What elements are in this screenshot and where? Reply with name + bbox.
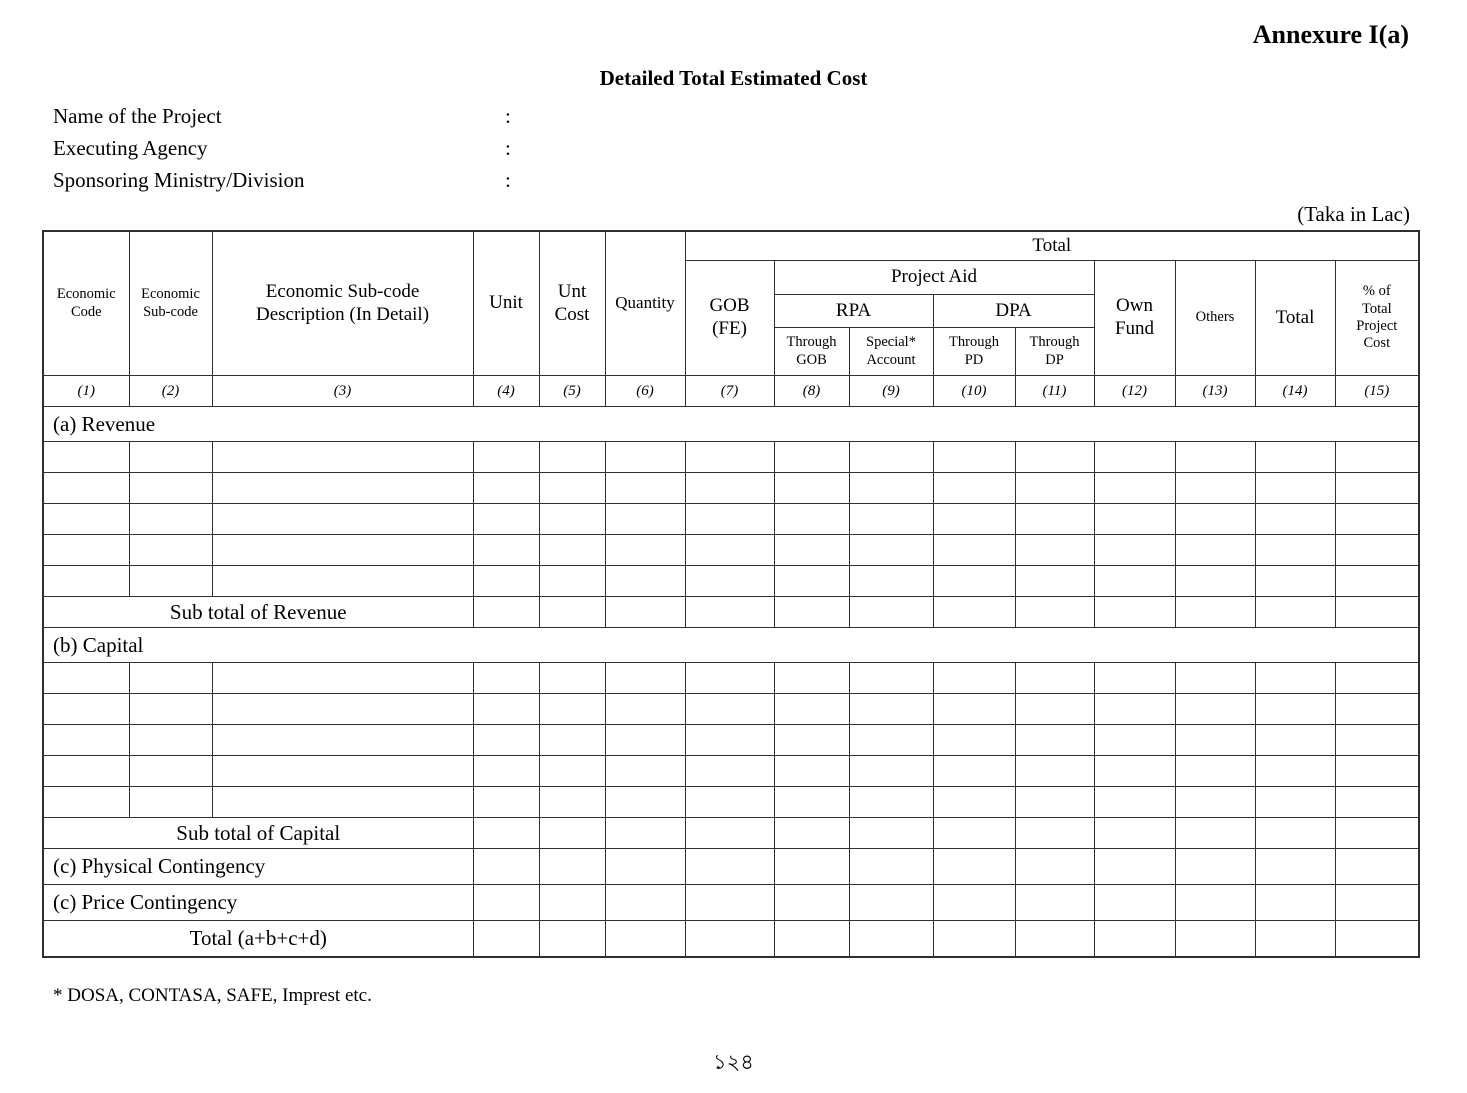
empty-data-row [43, 566, 1419, 597]
empty-cell [849, 597, 933, 628]
empty-cell [539, 694, 605, 725]
empty-cell [685, 725, 774, 756]
empty-cell [129, 725, 212, 756]
column-number-cell: (14) [1255, 376, 1335, 407]
empty-cell [1015, 535, 1094, 566]
empty-cell [1094, 849, 1175, 885]
annexure-heading: Annexure I(a) [1252, 20, 1409, 49]
empty-cell [933, 756, 1015, 787]
empty-cell [849, 787, 933, 818]
sponsoring-ministry-colon: : [505, 167, 511, 192]
empty-cell [539, 597, 605, 628]
empty-cell [933, 921, 1015, 958]
empty-cell [212, 535, 473, 566]
empty-cell [685, 756, 774, 787]
empty-cell [43, 504, 129, 535]
empty-cell [473, 787, 539, 818]
empty-cell [1175, 663, 1255, 694]
empty-cell [605, 885, 685, 921]
empty-cell [1015, 885, 1094, 921]
empty-cell [1255, 725, 1335, 756]
empty-cell [933, 597, 1015, 628]
empty-cell [605, 535, 685, 566]
empty-cell [1255, 566, 1335, 597]
empty-cell [1175, 756, 1255, 787]
header-economic-subcode: Economic Sub-code [129, 231, 212, 376]
empty-cell [43, 442, 129, 473]
empty-cell [129, 787, 212, 818]
empty-cell [1255, 504, 1335, 535]
empty-cell [849, 566, 933, 597]
empty-cell [539, 473, 605, 504]
empty-cell [1094, 921, 1175, 958]
empty-cell [605, 756, 685, 787]
column-number-cell: (9) [849, 376, 933, 407]
column-number-cell: (10) [933, 376, 1015, 407]
empty-cell [1335, 849, 1419, 885]
empty-cell [212, 694, 473, 725]
empty-cell [1175, 818, 1255, 849]
empty-cell [605, 787, 685, 818]
empty-cell [685, 694, 774, 725]
empty-cell [774, 442, 849, 473]
empty-cell [1094, 473, 1175, 504]
empty-cell [849, 885, 933, 921]
empty-data-row [43, 535, 1419, 566]
empty-cell [774, 787, 849, 818]
header-own-fund: Own Fund [1094, 261, 1175, 376]
empty-cell [774, 885, 849, 921]
header-rpa: RPA [774, 295, 933, 328]
empty-cell [774, 566, 849, 597]
column-number-cell: (11) [1015, 376, 1094, 407]
empty-cell [129, 756, 212, 787]
empty-cell [849, 663, 933, 694]
column-number-cell: (4) [473, 376, 539, 407]
empty-cell [1094, 725, 1175, 756]
empty-cell [212, 725, 473, 756]
executing-agency-label: Executing Agency [53, 135, 208, 160]
empty-cell [539, 504, 605, 535]
empty-cell [212, 566, 473, 597]
empty-cell [1335, 818, 1419, 849]
empty-cell [473, 818, 539, 849]
empty-cell [212, 442, 473, 473]
revenue-section-label: (a) Revenue [43, 407, 1419, 442]
empty-cell [1175, 885, 1255, 921]
meta-field-project-name [53, 100, 511, 132]
empty-cell [1015, 756, 1094, 787]
empty-cell [1335, 663, 1419, 694]
empty-cell [1335, 756, 1419, 787]
header-gob-fe: GOB (FE) [685, 261, 774, 376]
column-number-cell: (1) [43, 376, 129, 407]
empty-cell [473, 849, 539, 885]
empty-cell [129, 694, 212, 725]
empty-cell [1335, 787, 1419, 818]
empty-cell [849, 849, 933, 885]
empty-cell [1255, 849, 1335, 885]
empty-cell [43, 725, 129, 756]
empty-cell [605, 473, 685, 504]
empty-cell [539, 535, 605, 566]
empty-cell [539, 787, 605, 818]
empty-cell [1255, 885, 1335, 921]
empty-cell [1255, 597, 1335, 628]
empty-cell [473, 535, 539, 566]
empty-cell [685, 849, 774, 885]
empty-cell [774, 818, 849, 849]
price-contingency-label: (c) Price Contingency [43, 885, 473, 921]
empty-cell [933, 849, 1015, 885]
empty-cell [43, 473, 129, 504]
empty-cell [539, 885, 605, 921]
empty-cell [1015, 597, 1094, 628]
empty-cell [1175, 921, 1255, 958]
empty-cell [1255, 756, 1335, 787]
revenue-section-row [43, 407, 1419, 442]
empty-cell [1015, 818, 1094, 849]
empty-cell [605, 694, 685, 725]
empty-cell [212, 756, 473, 787]
header-quantity: Quantity [605, 231, 685, 376]
empty-cell [212, 504, 473, 535]
empty-cell [685, 663, 774, 694]
empty-cell [473, 694, 539, 725]
empty-cell [1094, 566, 1175, 597]
header-total-column: Total [1255, 261, 1335, 376]
column-number-cell: (6) [605, 376, 685, 407]
empty-cell [849, 921, 933, 958]
empty-cell [774, 725, 849, 756]
empty-cell [933, 442, 1015, 473]
empty-cell [849, 818, 933, 849]
empty-cell [539, 725, 605, 756]
physical-contingency-label: (c) Physical Contingency [43, 849, 473, 885]
empty-cell [1335, 535, 1419, 566]
revenue-subtotal-label: Sub total of Revenue [43, 597, 473, 628]
column-number-cell: (3) [212, 376, 473, 407]
header-economic-code: Economic Code [43, 231, 129, 376]
empty-cell [473, 725, 539, 756]
column-number-cell: (2) [129, 376, 212, 407]
empty-cell [849, 442, 933, 473]
empty-cell [774, 504, 849, 535]
sponsoring-ministry-label: Sponsoring Ministry/Division [53, 167, 305, 192]
empty-data-row [43, 756, 1419, 787]
grand-total-row [43, 921, 1419, 958]
empty-cell [685, 535, 774, 566]
empty-cell [1255, 473, 1335, 504]
empty-data-row [43, 787, 1419, 818]
empty-cell [1335, 725, 1419, 756]
empty-cell [933, 694, 1015, 725]
empty-cell [605, 818, 685, 849]
empty-cell [1094, 535, 1175, 566]
empty-cell [933, 663, 1015, 694]
header-through-pd: Through PD [933, 328, 1015, 376]
empty-data-row [43, 663, 1419, 694]
empty-cell [1255, 663, 1335, 694]
empty-cell [473, 504, 539, 535]
empty-cell [774, 694, 849, 725]
header-pct-total-project-cost: % of Total Project Cost [1335, 261, 1419, 376]
empty-cell [605, 504, 685, 535]
empty-cell [129, 473, 212, 504]
empty-cell [849, 504, 933, 535]
empty-cell [1175, 787, 1255, 818]
header-unit: Unit [473, 231, 539, 376]
empty-cell [1015, 849, 1094, 885]
page-number: ১২৪ [713, 1050, 754, 1074]
empty-cell [849, 725, 933, 756]
empty-cell [129, 535, 212, 566]
executing-agency-colon: : [505, 135, 511, 160]
column-numbers-row [43, 376, 1419, 407]
empty-cell [1175, 473, 1255, 504]
empty-cell [129, 663, 212, 694]
header-others: Others [1175, 261, 1255, 376]
empty-data-row [43, 694, 1419, 725]
empty-cell [539, 756, 605, 787]
empty-cell [1335, 885, 1419, 921]
empty-cell [1175, 694, 1255, 725]
empty-cell [605, 921, 685, 958]
empty-cell [473, 473, 539, 504]
empty-cell [1335, 921, 1419, 958]
empty-cell [933, 818, 1015, 849]
empty-cell [129, 442, 212, 473]
empty-cell [212, 787, 473, 818]
empty-cell [212, 473, 473, 504]
empty-cell [1335, 566, 1419, 597]
empty-cell [1094, 818, 1175, 849]
empty-cell [933, 566, 1015, 597]
empty-cell [605, 442, 685, 473]
capital-section-label: (b) Capital [43, 628, 1419, 663]
empty-cell [1094, 597, 1175, 628]
empty-cell [774, 849, 849, 885]
capital-subtotal-row [43, 818, 1419, 849]
empty-cell [685, 597, 774, 628]
column-number-cell: (5) [539, 376, 605, 407]
price-contingency-row [43, 885, 1419, 921]
meta-block [53, 100, 511, 196]
empty-cell [774, 597, 849, 628]
header-total-group: Total [685, 231, 1419, 261]
revenue-subtotal-row [43, 597, 1419, 628]
empty-cell [933, 885, 1015, 921]
empty-cell [849, 535, 933, 566]
project-name-label: Name of the Project [53, 103, 222, 128]
empty-cell [1015, 473, 1094, 504]
empty-cell [605, 566, 685, 597]
empty-cell [473, 756, 539, 787]
empty-data-row [43, 442, 1419, 473]
empty-cell [473, 597, 539, 628]
empty-cell [1335, 504, 1419, 535]
empty-cell [1094, 694, 1175, 725]
empty-cell [685, 566, 774, 597]
header-unit-cost: Unt Cost [539, 231, 605, 376]
empty-cell [605, 663, 685, 694]
empty-cell [685, 473, 774, 504]
empty-cell [685, 818, 774, 849]
taka-note: (Taka in Lac) [1297, 202, 1410, 226]
empty-cell [212, 663, 473, 694]
empty-cell [1255, 694, 1335, 725]
empty-cell [1094, 885, 1175, 921]
empty-cell [43, 694, 129, 725]
column-number-cell: (8) [774, 376, 849, 407]
empty-cell [933, 787, 1015, 818]
empty-data-row [43, 504, 1419, 535]
empty-cell [43, 756, 129, 787]
meta-field-sponsoring-ministry [53, 164, 511, 196]
empty-cell [1094, 756, 1175, 787]
empty-cell [1175, 849, 1255, 885]
empty-cell [539, 442, 605, 473]
empty-cell [539, 921, 605, 958]
empty-cell [685, 787, 774, 818]
column-number-cell: (13) [1175, 376, 1255, 407]
empty-cell [849, 756, 933, 787]
grand-total-label: Total (a+b+c+d) [43, 921, 473, 958]
empty-cell [774, 535, 849, 566]
empty-cell [685, 921, 774, 958]
footnote: * DOSA, CONTASA, SAFE, Imprest etc. [53, 985, 372, 1006]
empty-cell [473, 566, 539, 597]
empty-cell [605, 725, 685, 756]
empty-cell [933, 725, 1015, 756]
header-special-account: Special* Account [849, 328, 933, 376]
empty-cell [933, 504, 1015, 535]
empty-cell [1015, 725, 1094, 756]
empty-cell [1175, 442, 1255, 473]
empty-cell [1094, 663, 1175, 694]
empty-cell [774, 756, 849, 787]
empty-cell [1255, 787, 1335, 818]
empty-cell [849, 473, 933, 504]
empty-cell [1015, 663, 1094, 694]
empty-cell [1255, 535, 1335, 566]
empty-cell [43, 535, 129, 566]
empty-cell [774, 663, 849, 694]
empty-cell [1335, 597, 1419, 628]
empty-cell [539, 818, 605, 849]
column-number-cell: (12) [1094, 376, 1175, 407]
empty-cell [539, 566, 605, 597]
empty-cell [1015, 694, 1094, 725]
empty-cell [1094, 787, 1175, 818]
empty-cell [43, 566, 129, 597]
header-description: Economic Sub-code Description (In Detail) [212, 231, 473, 376]
empty-cell [1255, 921, 1335, 958]
document-title: Detailed Total Estimated Cost [599, 66, 868, 90]
project-name-colon: : [505, 103, 511, 128]
empty-cell [539, 663, 605, 694]
empty-cell [1175, 504, 1255, 535]
empty-cell [1335, 694, 1419, 725]
empty-cell [43, 787, 129, 818]
empty-data-row [43, 473, 1419, 504]
empty-cell [774, 473, 849, 504]
empty-cell [1175, 535, 1255, 566]
empty-cell [473, 663, 539, 694]
column-number-cell: (7) [685, 376, 774, 407]
empty-cell [1335, 473, 1419, 504]
empty-cell [1175, 725, 1255, 756]
empty-cell [1175, 597, 1255, 628]
empty-cell [1015, 442, 1094, 473]
capital-section-row [43, 628, 1419, 663]
column-number-cell: (15) [1335, 376, 1419, 407]
header-project-aid: Project Aid [774, 261, 1094, 295]
empty-cell [1094, 442, 1175, 473]
header-through-gob: Through GOB [774, 328, 849, 376]
empty-cell [605, 849, 685, 885]
header-through-dp: Through DP [1015, 328, 1094, 376]
empty-cell [539, 849, 605, 885]
empty-cell [1335, 442, 1419, 473]
empty-cell [1175, 566, 1255, 597]
empty-cell [1015, 504, 1094, 535]
empty-data-row [43, 725, 1419, 756]
empty-cell [473, 921, 539, 958]
empty-cell [685, 442, 774, 473]
empty-cell [605, 597, 685, 628]
physical-contingency-row [43, 849, 1419, 885]
header-dpa: DPA [933, 295, 1094, 328]
empty-cell [685, 504, 774, 535]
empty-cell [129, 566, 212, 597]
empty-cell [1255, 818, 1335, 849]
empty-cell [685, 885, 774, 921]
empty-cell [1015, 787, 1094, 818]
empty-cell [129, 504, 212, 535]
empty-cell [1255, 442, 1335, 473]
empty-cell [1015, 921, 1094, 958]
empty-cell [43, 663, 129, 694]
empty-cell [849, 694, 933, 725]
empty-cell [1094, 504, 1175, 535]
meta-field-executing-agency [53, 132, 511, 164]
empty-cell [1015, 566, 1094, 597]
header-row-1 [43, 231, 1419, 261]
empty-cell [473, 885, 539, 921]
empty-cell [933, 473, 1015, 504]
empty-cell [473, 442, 539, 473]
capital-subtotal-label: Sub total of Capital [43, 818, 473, 849]
cost-table [42, 230, 1420, 958]
empty-cell [933, 535, 1015, 566]
empty-cell [774, 921, 849, 958]
